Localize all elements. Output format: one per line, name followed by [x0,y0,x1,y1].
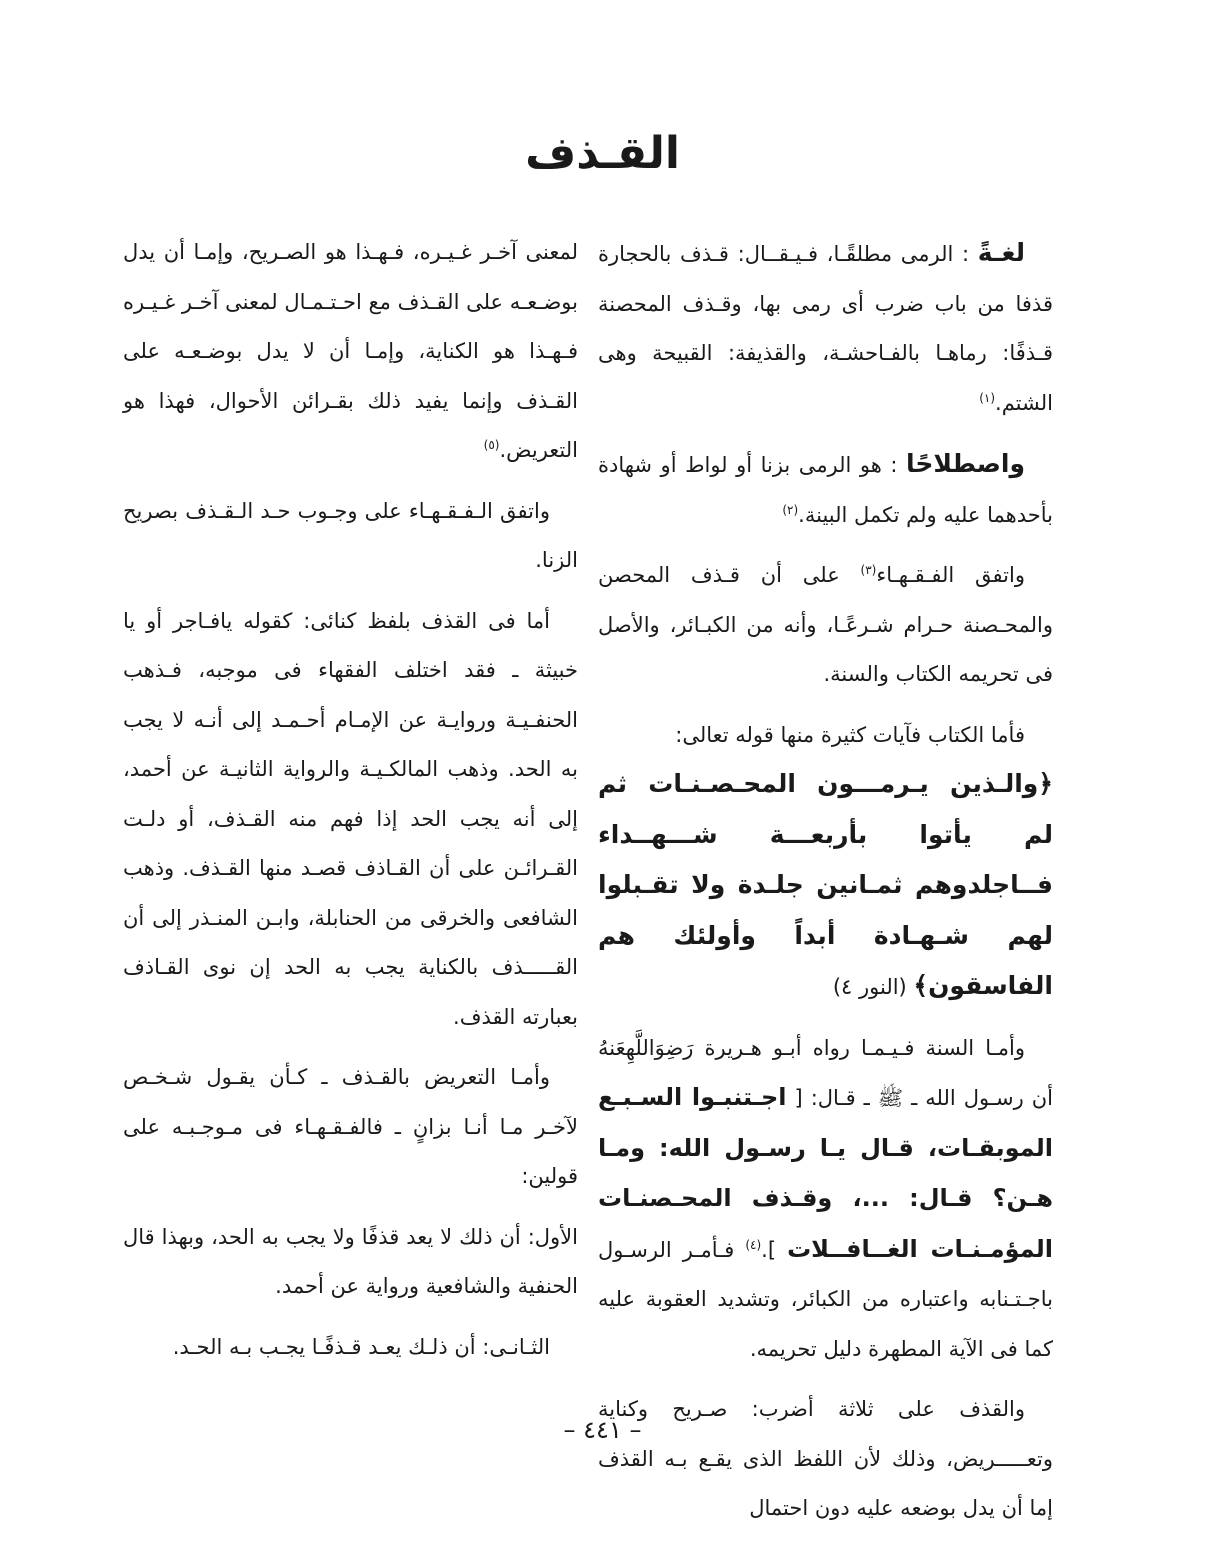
footnote-ref-1: (١) [979,390,996,405]
paragraph-explicit: واتفق الـفـقـهـاء على وجـوب حـد الـقـذف بصريح الزنا. [123,498,578,572]
paragraph-sunnah: وأمـا السنة فـيـمـا رواه أبـو هـريرة رَضِوَاللَّهِعَنهُ أن رسـول الله ـ ﷺ ـ قـال: [ اجـتنبـوا السـبـع الموبقـات، قـال يـا رسـول الله: ومـا هـن؟ قـال: ...، وقـذف المحـصنـات المؤمـنـات الغــافــلات ].$^{(٤)}$ فـأمـر الرسـول باجـتـنابه واعتباره من الكبائر، وتشديد العقوبة عليه كما فى الآية المطهرة دليل تحريمه. [598,1035,1054,1361]
paragraph-types: والقذف على ثلاثة أضرب: صـريح وكناية وتعـــــريض، وذلك لأن اللفظ الذى يقـع بـه القذف إما أن يدل بوضعه عليه دون احتمال [598,1397,1053,1520]
paragraph-second-opinion: الثـانـى: أن ذلـك يعـد قـذفًـا يجـب بـه الحـد. [172,1334,550,1359]
footnote-ref-3: (٣) [860,563,877,577]
hadith-text: اجـتنبـوا السـبـع الموبقـات، قـال يـا رسـول الله: ومـا هـن؟ قـال: ...، وقـذف المحـصنـات المؤمـنـات الغــافــلات [598,1083,1054,1263]
paragraph-first-opinion: الأول: أن ذلك لا يعد قذفًا ولا يجب به الحد، وبهذا قال الحنفية والشافعية ورواية عن أحمد. [123,1224,578,1298]
paragraph-types-cont: لمعنى آخـر غـيـره، فـهـذا هو الصـريح، وإمـا أن يدل بوضـعـه على القـذف مع احـتـمـال لمعنى آخـر غـيـره فـهـذا هو الكناية، وإمـا أن لا يدل بوضـعـه على القـذف وإنما يفيد ذلك بقـرائن الأحوال، فهذا هو التعريض.$^{(٥)}$ [123,240,578,462]
page-number: – ٤٤١ – [563,1416,642,1444]
paragraph-tarid: وأمـا التعريض بالقـذف ـ كـأن يقـول شـخـص لآخـر مـا أنـا بزانٍ ـ فالفـقـهـاء فى مـوجـبـه على قولين: [123,1065,578,1188]
paragraph-istilah [598,439,1053,540]
footnote-ref-2: (٢) [782,502,799,517]
verse-reference: (النور ٤) [832,975,914,999]
page-title: القـذف [525,128,680,179]
term-lugha: لغـةً [977,238,1025,267]
lugha-text: : الرمى مطلقًـا، فـيـقــال: قـذف بالحجارة قذفا من باب ضرب أى رمى بها، وقـذف المحصنة قـذفًا: رماهـا بالفـاحشـة، والقذيفة: القبيحة وهى الشتم. [598,242,1053,415]
footnote-ref-4: (٤) [745,1237,762,1252]
istilah-text: : هو الرمى بزنا أو لواط أو شهادة بأحدهما عليه ولم تكمل البينة. [598,453,1053,527]
term-istilah: واصطلاحًا [905,449,1025,478]
paragraph-kitab: فأما الكتاب فآيات كثيرة منها قوله تعالى: [675,722,1025,747]
quran-verse: ﴿والـذين يـرمـــون المحـصـنـات ثم لم يأتوا بأربعـــة شـــهــداء فــاجلدوهم ثمـانين جلـدة ولا تقـبلوا لهم شـهـادة أبداً وأولئك هم الفاسقون﴾ (النور ٤) [598,769,1053,1000]
paragraph-consensus: واتفق الفـقـهـاء$^{(٣)}$ على أن قـذف المحصن والمحـصنة حـرام شـرعًـا، وأنه من الكبـائر، والأصل فى تحريمه الكتاب والسنة. [598,563,1053,686]
paragraph-lugha [598,228,1053,428]
footnote-ref-5: (٥) [483,438,500,452]
left-column [123,228,578,1383]
paragraph-kinaya: أما فى القذف بلفظ كنائى: كقوله يافـاجر أو يا خبيثة ـ فقد اختلف الفقهاء فى موجبه، فـذهب الحنفـيـة وروايـة عن الإمـام أحـمـد إلى أنـه لا يجب به الحد. وذهب المالكـيـة والرواية الثانيـة عن أحمد، إلى أنه يجب الحد إذا فهم منه القـذف، أو دلـت القـرائـن على أن القـاذف قصـد منها القـذف. وذهب الشافعى والخرقى من الحنابلة، وابـن المنـذر إلى أن القـــــذف بالكناية يجب به الحد إن نوى القـاذف بعبارته القذف. [123,608,578,1029]
right-column [598,228,1053,1545]
